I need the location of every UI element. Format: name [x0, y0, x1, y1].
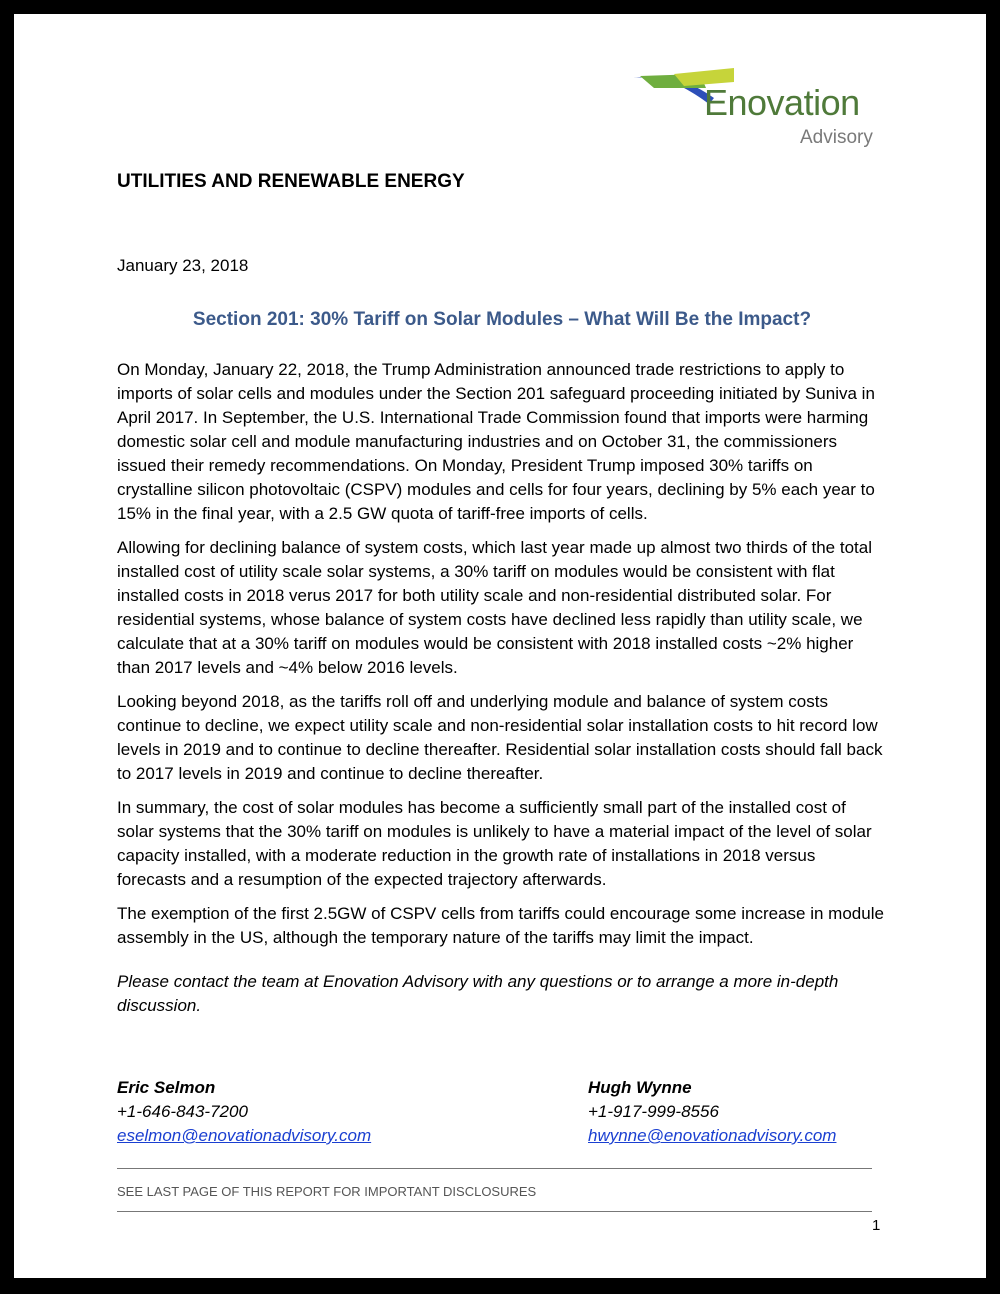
disclosure-note: SEE LAST PAGE OF THIS REPORT FOR IMPORTANT DISCLOSURES — [117, 1184, 537, 1199]
body-paragraph: On Monday, January 22, 2018, the Trump Administration announced trade restrictions to apply to imports of solar cells and modules under the Section 201 safeguard proceeding initiated by Suniva in April 2017. In September, the U.S. International Trade Commission found that imports were harming domestic solar cell and module manufacturing industries and on October 31, the commissioners issued their remedy recommendations. On Monday, President Trump imposed 30% tariffs on crystalline silicon photovoltaic (CSPV) modules and cells for four years, declining by 5% each year to 15% in the final year, with a 2.5 GW quota of tariff-free imports of cells. — [117, 360, 875, 523]
closing-note: Please contact the team at Enovation Advisory with any questions or to arrange a more in-depth discussion. — [117, 972, 839, 1015]
report-body — [117, 358, 887, 1028]
body-paragraph: Looking beyond 2018, as the tariffs roll off and underlying module and balance of system costs continue to decline, we expect utility scale and non-residential solar installation costs to hit record low levels in 2019 and to continue to decline thereafter. Residential solar installation costs should fall back to 2017 levels in 2019 and continue to decline thereafter. — [117, 692, 883, 783]
body-paragraph: The exemption of the first 2.5GW of CSPV cells from tariffs could encourage some increase in module assembly in the US, although the temporary nature of the tariffs may limit the impact. — [117, 904, 884, 947]
contact-name: Eric Selmon — [117, 1078, 216, 1097]
contact-phone: +1-917-999-8556 — [588, 1102, 719, 1121]
contact-email-link[interactable]: hwynne@enovationadvisory.com — [588, 1126, 837, 1145]
document-page — [14, 14, 986, 1278]
logo-subtitle: Advisory — [800, 127, 873, 148]
section-heading: UTILITIES AND RENEWABLE ENERGY — [117, 171, 465, 192]
contact-card — [588, 1076, 836, 1148]
report-headline: Section 201: 30% Tariff on Solar Modules – What Will Be the Impact? — [192, 309, 812, 330]
page-number: 1 — [872, 1217, 881, 1234]
contact-name: Hugh Wynne — [588, 1078, 692, 1097]
logo-name: Enovation — [704, 82, 860, 123]
body-paragraph: Allowing for declining balance of system costs, which last year made up almost two thirds of the total installed cost of utility scale solar systems, a 30% tariff on modules would be consistent with flat installed costs in 2018 verus 2017 for both utility scale and non-residential distributed solar. For residential systems, whose balance of system costs have declined less rapidly than utility scale, we calculate that at a 30% tariff on modules would be consistent with 2018 installed costs ~2% higher than 2017 levels and ~4% below 2016 levels. — [117, 538, 872, 677]
contact-card — [117, 1076, 371, 1148]
contact-phone: +1-646-843-7200 — [117, 1102, 248, 1121]
report-date: January 23, 2018 — [117, 256, 249, 275]
body-paragraph: In summary, the cost of solar modules has become a sufficiently small part of the installed cost of solar systems that the 30% tariff on modules is unlikely to have a material impact of the level of solar capacity installed, with a moderate reduction in the growth rate of installations in 2018 versus forecasts and a resumption of the expected trajectory afterwards. — [117, 798, 872, 889]
contact-email-link[interactable]: eselmon@enovationadvisory.com — [117, 1126, 372, 1145]
footer-divider — [117, 1211, 872, 1212]
footer-divider — [117, 1168, 872, 1169]
